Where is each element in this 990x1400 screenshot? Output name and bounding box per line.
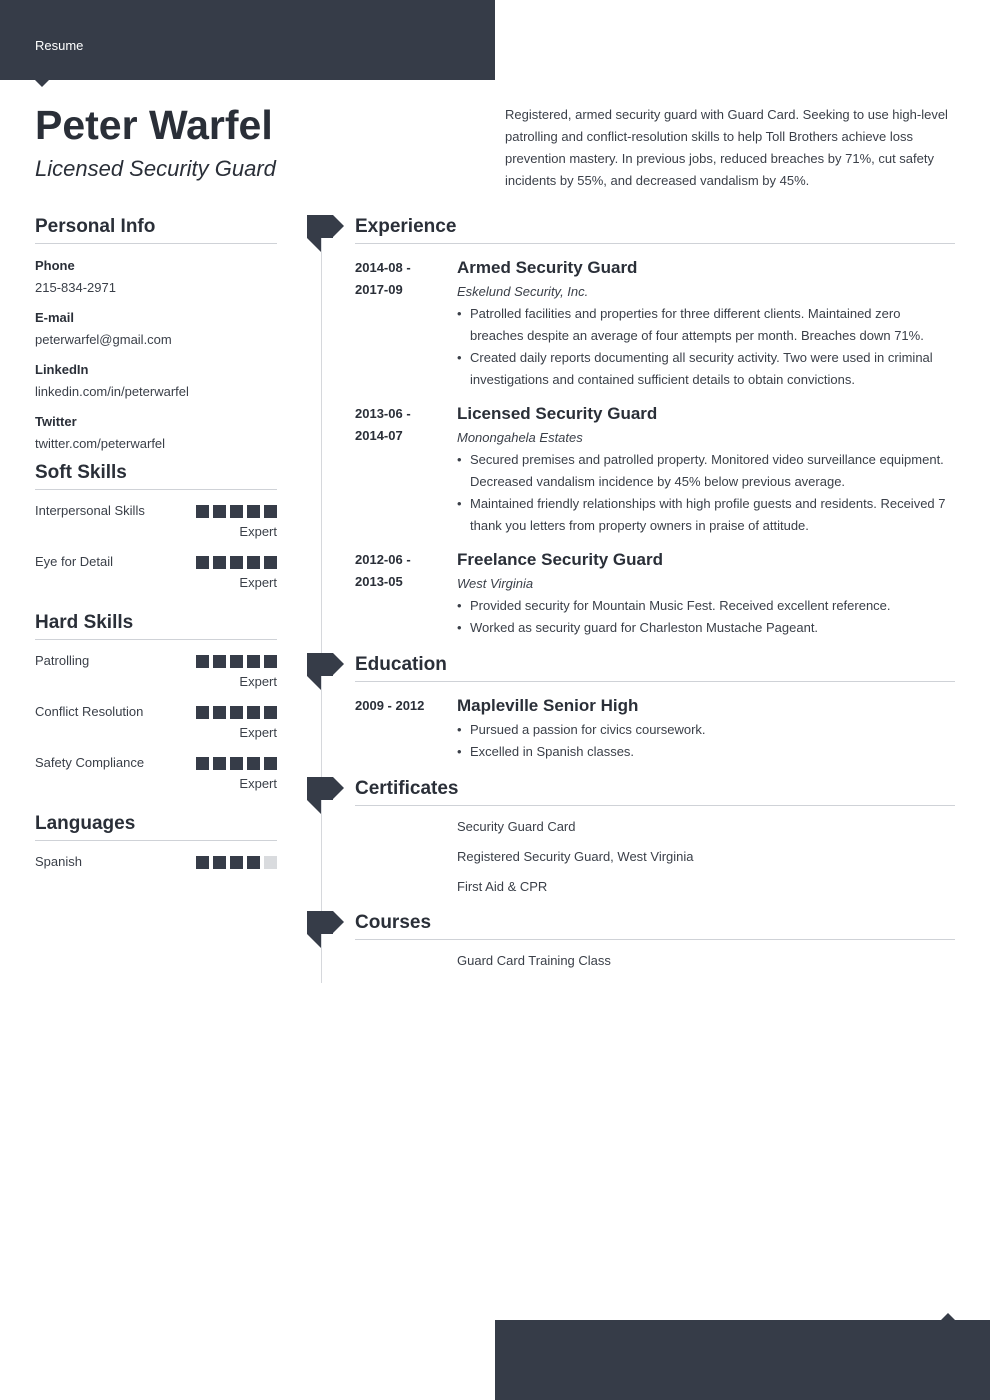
rating-dot-filled (230, 505, 243, 518)
skill-rating (196, 757, 277, 770)
course-item: Guard Card Training Class (457, 953, 611, 968)
education-bullets (457, 719, 955, 763)
education-date: 2009 - 2012 (355, 698, 425, 713)
rating-dot-filled (264, 655, 277, 668)
skill-name: Interpersonal Skills (35, 503, 145, 518)
skill-name: Patrolling (35, 653, 90, 668)
job-title: Licensed Security Guard (35, 156, 276, 181)
experience-date: 2014-08 - 2017-09 (355, 260, 411, 297)
skill-item (35, 651, 277, 702)
soft-skills-list (35, 501, 277, 598)
languages-heading: Languages (35, 809, 277, 841)
personal-info-heading: Personal Info (35, 212, 277, 244)
rating-dot-filled (247, 706, 260, 719)
experience-bullets (457, 303, 955, 391)
rating-dot-filled (196, 505, 209, 518)
experience-role: Freelance Security Guard (457, 550, 663, 569)
skill-rating (196, 655, 277, 668)
rating-dot-filled (213, 655, 226, 668)
rating-dot-filled (247, 655, 260, 668)
rating-dot-filled (196, 706, 209, 719)
courses-heading: Courses (355, 908, 955, 940)
bullet-item: • Patrolled facilities and properties for three different clients. Maintained zero breaches despite an average of four attempts per month. Breaches down 71%. (457, 303, 955, 347)
info-label-email: E-mail (35, 310, 75, 325)
certificate-item: Registered Security Guard, West Virginia (457, 849, 694, 864)
left-column (35, 212, 277, 876)
header-band (0, 0, 495, 80)
rating-dot-filled (247, 505, 260, 518)
rating-dot-filled (196, 856, 209, 869)
info-label-twitter: Twitter (35, 414, 77, 429)
certificates-flag-icon (307, 777, 344, 815)
language-name: Spanish (35, 854, 82, 869)
languages-list (35, 852, 277, 876)
rating-dot-filled (230, 706, 243, 719)
info-value-linkedin: linkedin.com/in/peterwarfel (35, 384, 189, 399)
rating-dot-filled (230, 655, 243, 668)
rating-dot-filled (247, 856, 260, 869)
skill-level: Expert (239, 776, 277, 791)
education-heading: Education (355, 650, 955, 682)
experience-heading: Experience (355, 212, 955, 244)
skill-name: Eye for Detail (35, 554, 114, 569)
rating-dot-filled (213, 856, 226, 869)
rating-dot-filled (196, 556, 209, 569)
skill-rating (196, 505, 277, 518)
footer-notch (941, 1313, 955, 1320)
bullet-item: • Maintained friendly relationships with high profile guests and residents. Received 7 thank you letters from property owners in praise of attitude. (457, 493, 955, 537)
bullet-item: • Provided security for Mountain Music Fest. Received excellent reference. (457, 595, 955, 617)
experience-bullets (457, 595, 955, 639)
skill-item (35, 702, 277, 753)
info-label-phone: Phone (35, 258, 75, 273)
experience-date: 2012-06 - 2013-05 (355, 552, 411, 589)
skill-level: Expert (239, 575, 277, 590)
bullet-item: • Excelled in Spanish classes. (457, 741, 955, 763)
language-rating (196, 856, 277, 869)
skill-name: Conflict Resolution (35, 704, 144, 719)
certificate-item: Security Guard Card (457, 819, 576, 834)
bullet-item: • Created daily reports documenting all security activity. Two were used in criminal investigations and contained sufficient details to obtain convictions. (457, 347, 955, 391)
experience-org: Eskelund Security, Inc. (457, 284, 589, 299)
rating-dot-filled (213, 706, 226, 719)
rating-dot-filled (264, 757, 277, 770)
certificate-item: First Aid & CPR (457, 879, 548, 894)
skill-rating (196, 556, 277, 569)
skill-level: Expert (239, 725, 277, 740)
experience-role: Armed Security Guard (457, 258, 638, 277)
bullet-item: • Secured premises and patrolled property. Monitored video surveillance equipment. Decreased vandalism incidence by 45% below previous average. (457, 449, 955, 493)
experience-role: Licensed Security Guard (457, 404, 658, 423)
footer-band (495, 1320, 990, 1400)
skill-item (35, 501, 277, 552)
rating-dot-filled (264, 556, 277, 569)
rating-dot-empty (264, 856, 277, 869)
rating-dot-filled (196, 757, 209, 770)
summary: Registered, armed security guard with Guard Card. Seeking to use high-level patrolling and conflict-resolution skills to help Toll Brothers achieve loss prevention mastery. In previous jobs, reduced breaches by 71%, cut safety incidents by 55%, and decreased vandalism by 45%. (505, 107, 948, 188)
certificates-heading: Certificates (355, 774, 955, 806)
soft-skills-heading: Soft Skills (35, 458, 277, 490)
rating-dot-filled (213, 757, 226, 770)
education-school: Mapleville Senior High (457, 696, 639, 715)
rating-dot-filled (230, 856, 243, 869)
rating-dot-filled (247, 757, 260, 770)
resume-tag: Resume (35, 38, 84, 53)
rating-dot-filled (264, 706, 277, 719)
info-value-phone: 215-834-2971 (35, 280, 116, 295)
experience-org: West Virginia (457, 576, 534, 591)
rating-dot-filled (230, 556, 243, 569)
header-notch (35, 80, 49, 87)
skill-item (35, 753, 277, 799)
candidate-name: Peter Warfel (35, 102, 273, 148)
hard-skills-list (35, 651, 277, 799)
experience-org: Monongahela Estates (457, 430, 583, 445)
skill-level: Expert (239, 524, 277, 539)
experience-bullets (457, 449, 955, 537)
rating-dot-filled (213, 556, 226, 569)
skill-name: Safety Compliance (35, 755, 145, 770)
rating-dot-filled (264, 505, 277, 518)
info-value-twitter: twitter.com/peterwarfel (35, 436, 166, 451)
courses-flag-icon (307, 911, 344, 949)
timeline-line (321, 237, 322, 983)
language-item (35, 852, 277, 876)
bullet-item: • Worked as security guard for Charleston Mustache Pageant. (457, 617, 955, 639)
experience-flag-icon (307, 215, 344, 253)
rating-dot-filled (230, 757, 243, 770)
rating-dot-filled (196, 655, 209, 668)
experience-date: 2013-06 - 2014-07 (355, 406, 411, 443)
education-flag-icon (307, 653, 344, 691)
rating-dot-filled (213, 505, 226, 518)
rating-dot-filled (247, 556, 260, 569)
skill-item (35, 552, 277, 598)
bullet-item: • Pursued a passion for civics coursework. (457, 719, 955, 741)
info-label-linkedin: LinkedIn (35, 362, 89, 377)
info-value-email: peterwarfel@gmail.com (35, 332, 172, 347)
skill-level: Expert (239, 674, 277, 689)
hard-skills-heading: Hard Skills (35, 608, 277, 640)
skill-rating (196, 706, 277, 719)
personal-info-list (35, 255, 277, 455)
